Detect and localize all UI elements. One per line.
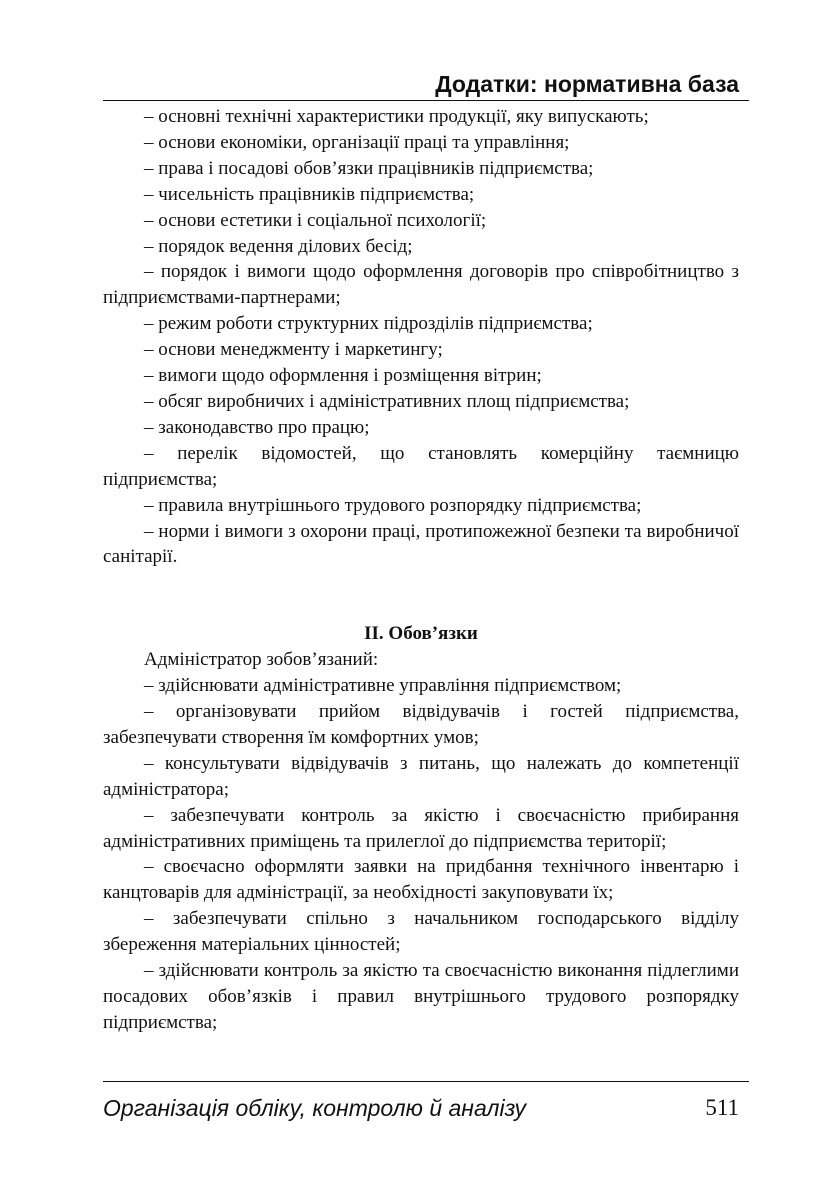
header-divider	[103, 100, 749, 101]
list-item: – правила внутрішнього трудового розпорядку підприємства;	[144, 494, 642, 516]
list-item: – режим роботи структурних підрозділів підприємства;	[144, 313, 593, 335]
list-item: – основи економіки, організації праці та управління;	[144, 131, 570, 153]
list-item: – забезпечувати контроль за якістю і своєчасністю прибирання адміністративних приміщень та прилеглої до підприємства території;	[103, 804, 739, 852]
section-heading: ІІ. Обов’язки	[364, 623, 478, 645]
list-item: – здійснювати адміністративне управління підприємством;	[144, 675, 622, 697]
list-item: – своєчасно оформляти заявки на придбання технічного інвентарю і канцтоварів для адміністрації, за необхідності закуповувати їх;	[103, 856, 739, 904]
section-intro: Адміністратор зобов’язаний:	[144, 649, 379, 671]
list-item: – норми і вимоги з охорони праці, протипожежної безпеки та виробничої санітарії.	[103, 520, 739, 568]
footer-divider	[103, 1081, 749, 1082]
list-item: – забезпечувати спільно з начальником господарського відділу збереження матеріальних цінностей;	[103, 908, 739, 956]
list-item: – законодавство про працю;	[144, 416, 370, 438]
list-item: – консультувати відвідувачів з питань, що належать до компетенції адміністратора;	[103, 752, 739, 800]
page-body	[103, 104, 739, 1036]
book-title: Організація обліку, контролю й аналізу	[103, 1095, 527, 1121]
list-item: – основи менеджменту і маркетингу;	[144, 339, 443, 361]
running-header: Додатки: нормативна база	[435, 71, 739, 97]
list-item: – вимоги щодо оформлення і розміщення вітрин;	[144, 365, 542, 387]
list-item: – організовувати прийом відвідувачів і гостей підприємства, забезпечувати створення їм комфортних умов;	[103, 701, 739, 748]
list-item: – перелік відомостей, що становлять комерційну таємницю підприємства;	[103, 442, 739, 490]
list-item: – здійснювати контроль за якістю та своєчасністю виконання підлеглими посадових обов’язків і правил внутрішнього трудового розпорядку підприємства;	[103, 960, 739, 1033]
list-item: – основні технічні характеристики продукції, яку випускають;	[144, 106, 649, 127]
list-item: – порядок і вимоги щодо оформлення договорів про співробітництво з підприємствами-партнерами;	[103, 261, 739, 309]
list-item: – порядок ведення ділових бесід;	[144, 235, 413, 257]
list-item: – чисельність працівників підприємства;	[144, 183, 475, 205]
list-item: – обсяг виробничих і адміністративних площ підприємства;	[144, 390, 630, 412]
list-item: – права і посадові обов’язки працівників підприємства;	[144, 157, 594, 179]
list-item: – основи естетики і соціальної психології;	[144, 209, 487, 231]
page-number: 511	[705, 1095, 739, 1120]
